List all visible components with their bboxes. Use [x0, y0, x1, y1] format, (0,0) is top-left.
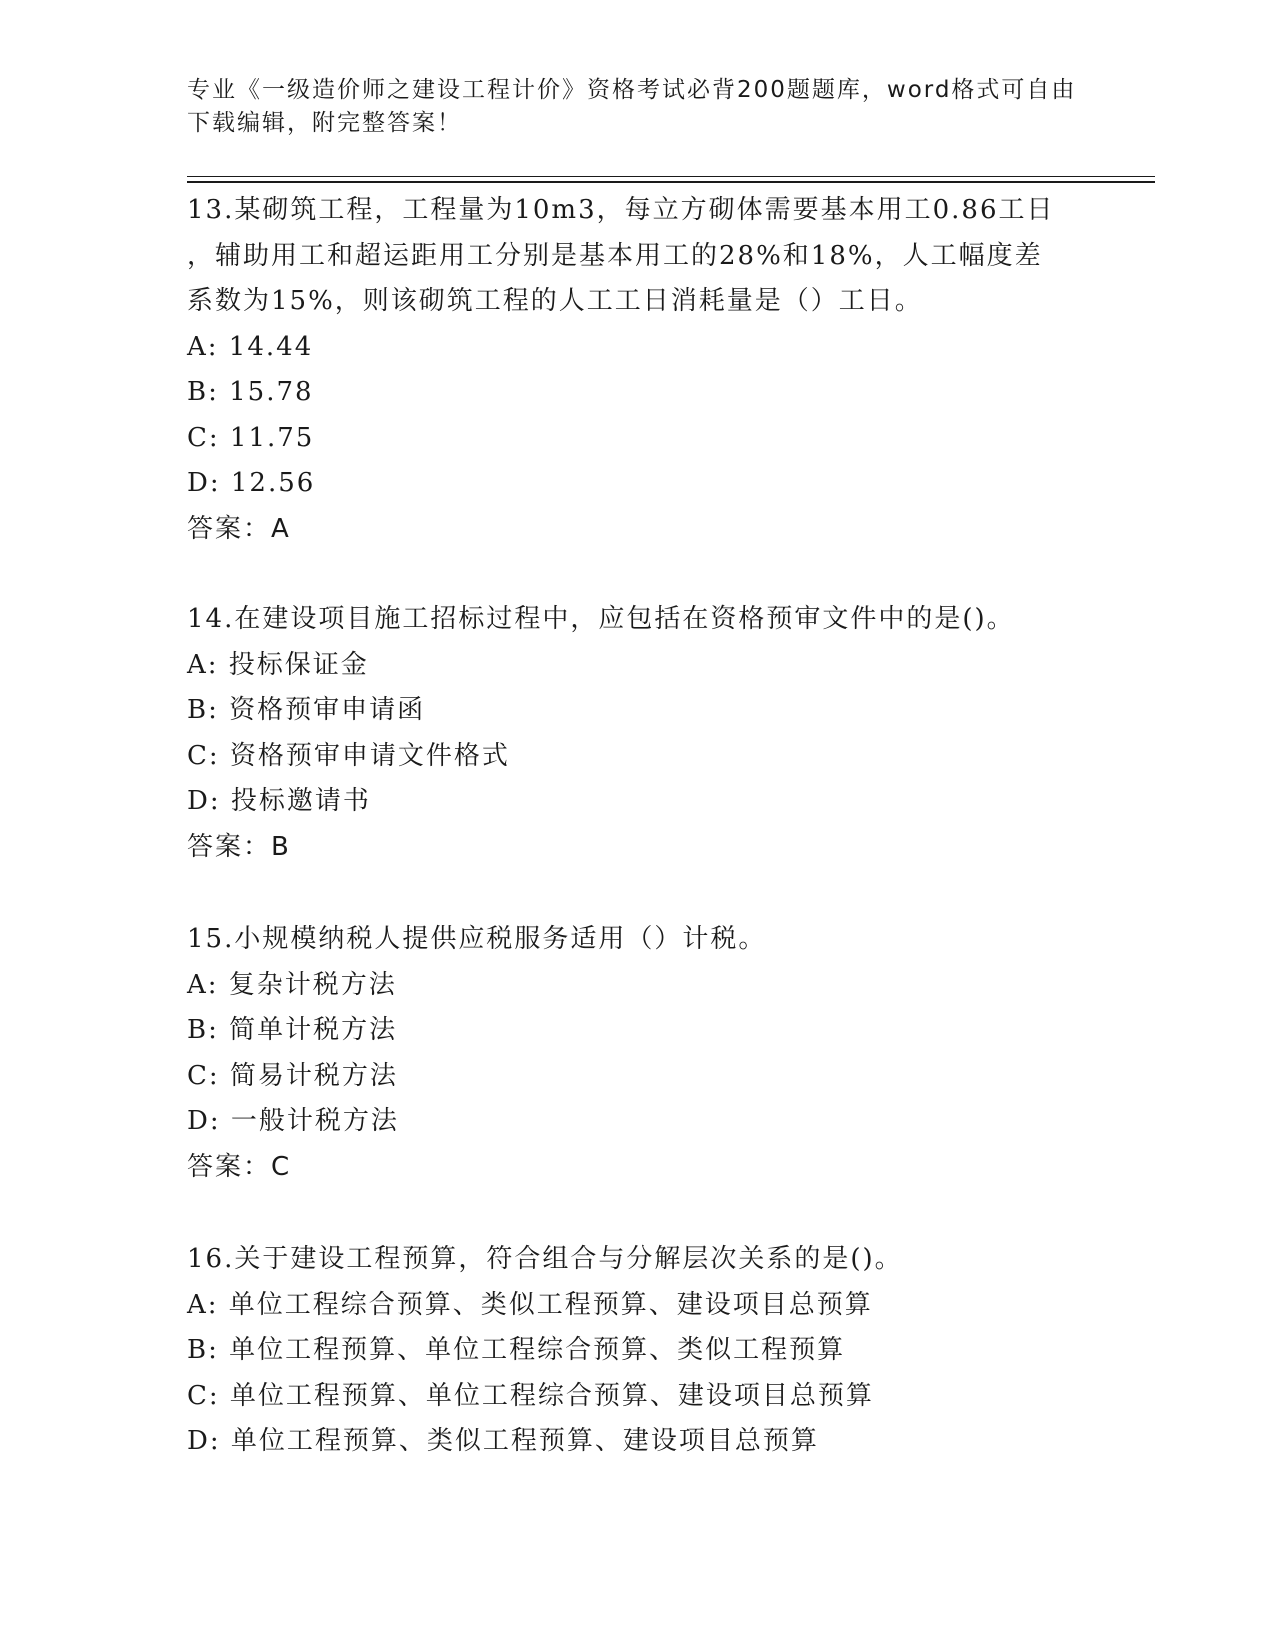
option-b: B: 15.78 [187, 377, 314, 407]
option-a: A: 14.44 [187, 331, 314, 362]
option-d: D: 投标邀请书 [187, 786, 371, 816]
option-a: A: 复杂计税方法 [187, 969, 397, 1000]
answer: 答案：B [187, 831, 291, 862]
question-15 [187, 917, 1087, 1190]
document-header [187, 74, 1087, 140]
header-line-2: 下载编辑，附完整答案！ [187, 110, 462, 136]
option-b: B: 单位工程预算、单位工程综合预算、类似工程预算 [187, 1335, 846, 1365]
option-d: D: 一般计税方法 [187, 1106, 399, 1136]
option-c: C: 简易计税方法 [187, 1060, 398, 1091]
question-stem-line: 15.小规模纳税人提供应税服务适用（）计税。 [187, 924, 767, 954]
question-stem-line: 16.关于建设工程预算，符合组合与分解层次关系的是()。 [187, 1244, 903, 1274]
question-stem-line: 13.某砌筑工程，工程量为10m3，每立方砌体需要基本用工0.86工日 [187, 195, 1055, 225]
question-stem-line: 系数为15%，则该砌筑工程的人工工日消耗量是（）工日。 [187, 286, 923, 316]
option-d: D: 单位工程预算、类似工程预算、建设项目总预算 [187, 1426, 819, 1456]
header-rule-thin [187, 176, 1155, 177]
answer: 答案：C [187, 1151, 292, 1182]
question-stem-line: ，辅助用工和超运距用工分别是基本用工的28%和18%，人工幅度差 [187, 240, 1043, 271]
question-16 [187, 1237, 1087, 1465]
option-b: B: 资格预审申请函 [187, 695, 426, 725]
option-c: C: 资格预审申请文件格式 [187, 740, 510, 771]
header-line-1: 专业《一级造价师之建设工程计价》资格考试必背200题题库，word格式可自由 [187, 77, 1077, 103]
option-a: A: 投标保证金 [187, 649, 369, 680]
question-14 [187, 597, 1087, 870]
option-d: D: 12.56 [187, 468, 316, 498]
question-13 [187, 188, 1087, 552]
option-c: C: 11.75 [187, 422, 315, 453]
question-stem-line: 14.在建设项目施工招标过程中，应包括在资格预审文件中的是()。 [187, 604, 1015, 634]
option-c: C: 单位工程预算、单位工程综合预算、建设项目总预算 [187, 1380, 874, 1411]
answer: 答案：A [187, 513, 291, 544]
option-b: B: 简单计税方法 [187, 1015, 398, 1045]
option-a: A: 单位工程综合预算、类似工程预算、建设项目总预算 [187, 1289, 873, 1320]
header-rule-thick [187, 181, 1155, 183]
